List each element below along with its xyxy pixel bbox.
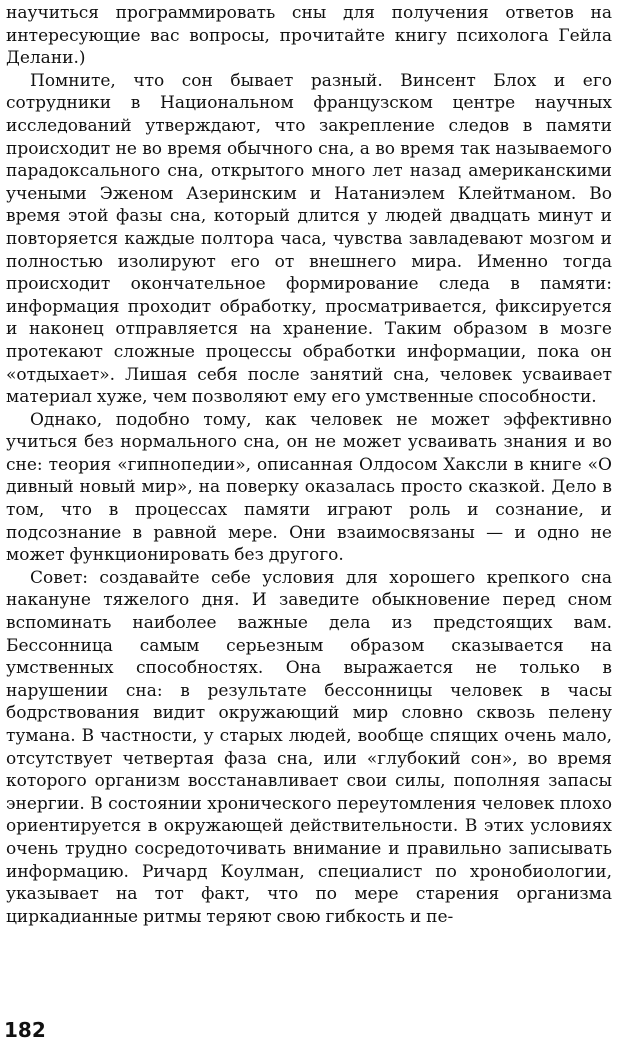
page-number: 182 (4, 1018, 46, 1042)
paragraph-2: Помните, что сон бывает разный. Винсент Блох и его сотрудники в Национальном французском центре научных исследований утверждают, что закрепление следов в памяти происходит не во время обычного сна, а во время так называемого парадоксального сна, открытого много лет назад американскими учеными Эженом Азеринским и Натаниэлем Клейтманом. Во время этой фазы сна, который длится у людей двадцать минут и повторяется каждые полтора часа, чувства завладевают мозгом и полностью изолируют его от внешнего мира. Именно тогда происходит окончательное формирование следа в памяти: информация проходит обработку, просматривается, фиксируется и наконец отправляется на хранение. Таким образом в мозге протекают сложные процессы обработки информации, пока он «отдыхает». Лишая себя после занятий сна, человек усваивает материал хуже, чем позволяют ему его умственные способности. (6, 70, 612, 408)
paragraph-3: Однако, подобно тому, как человек не может эффективно учиться без нормального сна, он не может усваивать знания и во сне: теория «гипнопедии», описанная Олдосом Хаксли в книге «О дивный новый мир», на поверку оказалась просто сказкой. Дело в том, что в процессах памяти играют роль и сознание, и подсознание в равной мере. Они взаимосвязаны — и одно не может функционировать без другого. (6, 409, 612, 566)
paragraph-1: научиться программировать сны для получения ответов на интересующие вас вопросы, прочитайте книгу психолога Гейла Делани.) (6, 3, 612, 69)
paragraph-4: Совет: создавайте себе условия для хорошего крепкого сна накануне тяжелого дня. И заведите обыкновение перед сном вспоминать наиболее важные дела из предстоящих вам. Бессонница самым серьезным образом сказывается на умственных способностях. Она выражается не только в нарушении сна: в результате бессонницы человек в часы бодрствования видит окружающий мир словно сквозь пелену тумана. В частности, у старых людей, вообще спящих очень мало, отсутствует четвертая фаза сна, или «глубокий сон», во время которого организм восстанавливает свои силы, пополняя запасы энергии. В состоянии хронического переутомления человек плохо ориентируется в окружающей действительности. В этих условиях очень трудно сосредоточивать внимание и правильно записывать информацию. Ричард Коулман, специалист по хронобиологии, указывает на тот факт, что по мере старения организма циркадианные ритмы теряют свою гибкость и пе- (6, 567, 612, 927)
